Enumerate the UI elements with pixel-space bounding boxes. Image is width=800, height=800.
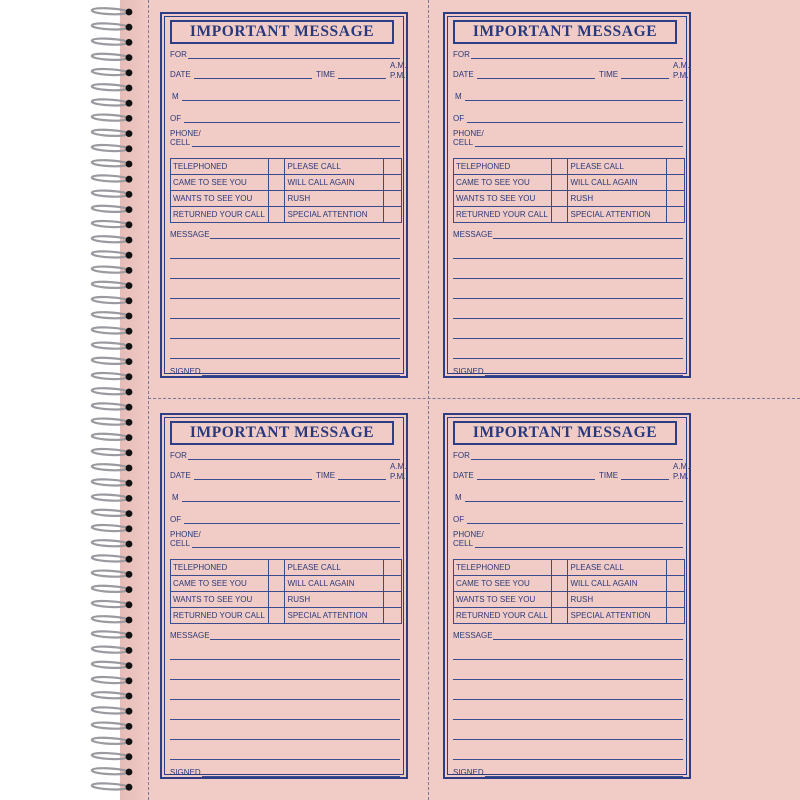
am-label: A.M. [673, 61, 690, 70]
of-label: OF [170, 114, 182, 123]
spiral-coil [92, 723, 133, 730]
spiral-coil [92, 738, 133, 745]
checkbox-cell[interactable] [552, 159, 568, 175]
spiral-coil [92, 312, 133, 319]
message-line[interactable] [170, 298, 400, 299]
phone-label: PHONE/ [453, 530, 484, 539]
check-option-label: WILL CALL AGAIN [285, 576, 383, 592]
spiral-coil [92, 647, 133, 654]
message-label: MESSAGE [170, 230, 210, 239]
spiral-coil [92, 571, 133, 578]
spiral-coil [92, 191, 133, 198]
message-line[interactable] [170, 699, 400, 700]
message-line[interactable] [453, 258, 683, 259]
checkbox-cell[interactable] [383, 592, 401, 608]
message-line[interactable] [453, 278, 683, 279]
checkbox-row [171, 207, 402, 223]
checkbox-table [453, 559, 685, 624]
message-line[interactable] [170, 358, 400, 359]
message-line[interactable] [170, 278, 400, 279]
spiral-coil [92, 510, 133, 517]
time-label: TIME [316, 70, 336, 79]
slip-title-box [170, 421, 394, 445]
for-line[interactable] [188, 58, 400, 59]
cell-label: CELL [170, 138, 191, 147]
check-option-label: PLEASE CALL [285, 560, 383, 576]
message-line[interactable] [170, 759, 400, 760]
spiral-coil [92, 130, 133, 137]
spiral-coil [92, 8, 133, 15]
message-line[interactable] [453, 739, 683, 740]
check-option-label: CAME TO SEE YOU [171, 175, 269, 191]
checkbox-cell[interactable] [666, 592, 684, 608]
check-option-label: CAME TO SEE YOU [171, 576, 269, 592]
checkbox-cell[interactable] [269, 608, 285, 624]
time-line[interactable] [338, 479, 386, 480]
signed-label: SIGNED [170, 768, 201, 777]
checkbox-row [171, 175, 402, 191]
date-label: DATE [453, 471, 474, 480]
message-line[interactable] [170, 739, 400, 740]
spiral-coil [92, 449, 133, 456]
check-option-label: SPECIAL ATTENTION [568, 207, 666, 223]
message-line[interactable] [453, 358, 683, 359]
am-label: A.M. [673, 462, 690, 471]
checkbox-cell[interactable] [269, 175, 285, 191]
checkbox-row [454, 207, 685, 223]
phone-line[interactable] [192, 146, 400, 147]
checkbox-cell[interactable] [383, 159, 401, 175]
am-label: A.M. [390, 462, 407, 471]
pm-label: P.M. [390, 472, 406, 481]
check-option-label: WILL CALL AGAIN [568, 576, 666, 592]
check-option-label: WANTS TO SEE YOU [454, 191, 552, 207]
check-option-label: RETURNED YOUR CALL [454, 608, 552, 624]
spiral-coil [92, 358, 133, 365]
spiral-coil [92, 99, 133, 106]
spiral-coil [92, 373, 133, 380]
message-slip [443, 12, 691, 378]
checkbox-cell[interactable] [383, 175, 401, 191]
check-option-label: SPECIAL ATTENTION [285, 608, 383, 624]
time-line[interactable] [338, 78, 386, 79]
spiral-coil [92, 662, 133, 669]
date-label: DATE [453, 70, 474, 79]
check-option-label: CAME TO SEE YOU [454, 175, 552, 191]
spiral-coil [92, 753, 133, 760]
perforation-left [148, 0, 149, 800]
check-option-label: SPECIAL ATTENTION [568, 608, 666, 624]
message-line[interactable] [170, 679, 400, 680]
check-option-label: WANTS TO SEE YOU [171, 592, 269, 608]
message-label: MESSAGE [453, 230, 493, 239]
m-label: M [172, 493, 179, 502]
date-line[interactable] [194, 78, 312, 79]
time-line[interactable] [621, 479, 669, 480]
checkbox-row [454, 576, 685, 592]
pm-label: P.M. [673, 472, 689, 481]
checkbox-cell[interactable] [666, 207, 684, 223]
check-option-label: SPECIAL ATTENTION [285, 207, 383, 223]
m-line[interactable] [182, 100, 400, 101]
spiral-coil [92, 69, 133, 76]
message-line[interactable] [493, 639, 683, 640]
spiral-coil [92, 145, 133, 152]
of-line[interactable] [184, 122, 400, 123]
signed-line[interactable] [202, 375, 400, 376]
m-line[interactable] [182, 501, 400, 502]
time-label: TIME [599, 70, 619, 79]
check-option-label: TELEPHONED [454, 560, 552, 576]
message-line[interactable] [453, 679, 683, 680]
slip-title: IMPORTANT MESSAGE [472, 23, 658, 40]
check-option-label: RETURNED YOUR CALL [171, 207, 269, 223]
slip-title: IMPORTANT MESSAGE [472, 424, 658, 441]
message-line[interactable] [453, 659, 683, 660]
pm-label: P.M. [673, 71, 689, 80]
message-line[interactable] [453, 719, 683, 720]
message-line[interactable] [453, 759, 683, 760]
spiral-coil [92, 707, 133, 714]
phone-line[interactable] [475, 146, 683, 147]
of-line[interactable] [467, 122, 683, 123]
spiral-coil [92, 297, 133, 304]
spiral-coil [92, 525, 133, 532]
message-slip [160, 12, 408, 378]
cell-label: CELL [453, 539, 474, 548]
signed-line[interactable] [202, 776, 400, 777]
spiral-coil [92, 403, 133, 410]
spiral-coil [92, 327, 133, 334]
message-label: MESSAGE [170, 631, 210, 640]
checkbox-cell[interactable] [269, 592, 285, 608]
checkbox-cell[interactable] [666, 191, 684, 207]
spiral-coil [92, 692, 133, 699]
check-option-label: TELEPHONED [171, 159, 269, 175]
date-line[interactable] [477, 78, 595, 79]
spiral-coil [92, 343, 133, 350]
checkbox-cell[interactable] [269, 560, 285, 576]
phone-label: PHONE/ [170, 129, 201, 138]
checkbox-cell[interactable] [383, 207, 401, 223]
check-option-label: WILL CALL AGAIN [285, 175, 383, 191]
spiral-binding [84, 0, 144, 800]
slip-title-box [453, 20, 677, 44]
checkbox-cell[interactable] [666, 159, 684, 175]
checkbox-cell[interactable] [552, 592, 568, 608]
message-line[interactable] [170, 318, 400, 319]
check-option-label: RETURNED YOUR CALL [171, 608, 269, 624]
checkbox-cell[interactable] [552, 207, 568, 223]
checkbox-cell[interactable] [552, 608, 568, 624]
cell-label: CELL [453, 138, 474, 147]
checkbox-cell[interactable] [383, 191, 401, 207]
spiral-coil [92, 631, 133, 638]
check-option-label: RUSH [568, 592, 666, 608]
of-line[interactable] [467, 523, 683, 524]
for-label: FOR [170, 451, 187, 460]
message-line[interactable] [453, 338, 683, 339]
slip-title-box [170, 20, 394, 44]
check-option-label: RUSH [568, 191, 666, 207]
spiral-coil [92, 236, 133, 243]
spiral-coil [92, 39, 133, 46]
checkbox-cell[interactable] [269, 191, 285, 207]
signed-label: SIGNED [453, 367, 484, 376]
message-label: MESSAGE [453, 631, 493, 640]
m-label: M [455, 493, 462, 502]
for-label: FOR [170, 50, 187, 59]
pm-label: P.M. [390, 71, 406, 80]
checkbox-row [171, 608, 402, 624]
checkbox-cell[interactable] [269, 207, 285, 223]
checkbox-cell[interactable] [383, 576, 401, 592]
check-option-label: PLEASE CALL [285, 159, 383, 175]
spiral-coil [92, 783, 133, 790]
spiral-coil [92, 54, 133, 61]
check-option-label: RETURNED YOUR CALL [454, 207, 552, 223]
date-line[interactable] [477, 479, 595, 480]
spiral-coil [92, 206, 133, 213]
spiral-coil [92, 495, 133, 502]
spiral-coil [92, 479, 133, 486]
message-slip [443, 413, 691, 779]
checkbox-row [454, 592, 685, 608]
spiral-coil [92, 677, 133, 684]
message-line[interactable] [210, 639, 400, 640]
m-label: M [172, 92, 179, 101]
for-line[interactable] [188, 459, 400, 460]
cell-label: CELL [170, 539, 191, 548]
checkbox-cell[interactable] [666, 560, 684, 576]
time-line[interactable] [621, 78, 669, 79]
perforation-horizontal [148, 398, 800, 399]
signed-label: SIGNED [170, 367, 201, 376]
for-line[interactable] [471, 58, 683, 59]
spiral-coil [92, 84, 133, 91]
message-line[interactable] [453, 699, 683, 700]
spiral-coil [92, 221, 133, 228]
of-label: OF [453, 515, 465, 524]
date-label: DATE [170, 471, 191, 480]
for-label: FOR [453, 451, 470, 460]
checkbox-cell[interactable] [552, 576, 568, 592]
phone-line[interactable] [192, 547, 400, 548]
slip-title-box [453, 421, 677, 445]
signed-line[interactable] [485, 375, 683, 376]
phone-label: PHONE/ [170, 530, 201, 539]
check-option-label: PLEASE CALL [568, 560, 666, 576]
check-option-label: RUSH [285, 191, 383, 207]
checkbox-cell[interactable] [666, 576, 684, 592]
checkbox-row [171, 560, 402, 576]
date-line[interactable] [194, 479, 312, 480]
phone-line[interactable] [475, 547, 683, 548]
spiral-coil [92, 434, 133, 441]
checkbox-cell[interactable] [666, 175, 684, 191]
spiral-coil [92, 601, 133, 608]
checkbox-row [171, 592, 402, 608]
checkbox-cell[interactable] [666, 608, 684, 624]
checkbox-row [454, 608, 685, 624]
checkbox-row [454, 560, 685, 576]
checkbox-row [171, 576, 402, 592]
checkbox-cell[interactable] [552, 191, 568, 207]
message-line[interactable] [493, 238, 683, 239]
message-line[interactable] [210, 238, 400, 239]
spiral-coil [92, 616, 133, 623]
m-line[interactable] [465, 100, 683, 101]
checkbox-row [454, 175, 685, 191]
date-label: DATE [170, 70, 191, 79]
check-option-label: WANTS TO SEE YOU [454, 592, 552, 608]
m-label: M [455, 92, 462, 101]
checkbox-cell[interactable] [269, 576, 285, 592]
spiral-coil [92, 160, 133, 167]
check-option-label: WANTS TO SEE YOU [171, 191, 269, 207]
check-option-label: CAME TO SEE YOU [454, 576, 552, 592]
spiral-coil [92, 115, 133, 122]
checkbox-table [453, 158, 685, 223]
check-option-label: TELEPHONED [171, 560, 269, 576]
spiral-coil [92, 464, 133, 471]
checkbox-row [454, 191, 685, 207]
for-label: FOR [453, 50, 470, 59]
checkbox-row [171, 191, 402, 207]
of-line[interactable] [184, 523, 400, 524]
checkbox-cell[interactable] [383, 608, 401, 624]
for-line[interactable] [471, 459, 683, 460]
of-label: OF [170, 515, 182, 524]
spiral-coil [92, 388, 133, 395]
of-label: OF [453, 114, 465, 123]
signed-label: SIGNED [453, 768, 484, 777]
check-option-label: TELEPHONED [454, 159, 552, 175]
spiral-coil [92, 282, 133, 289]
message-line[interactable] [170, 338, 400, 339]
spiral-coil [92, 768, 133, 775]
checkbox-row [171, 159, 402, 175]
spiral-coil [92, 555, 133, 562]
spiral-coil [92, 586, 133, 593]
checkbox-cell[interactable] [269, 159, 285, 175]
spiral-coil [92, 23, 133, 30]
checkbox-table [170, 559, 402, 624]
message-line[interactable] [170, 258, 400, 259]
perforation-vertical [428, 0, 429, 800]
slip-title: IMPORTANT MESSAGE [189, 23, 375, 40]
spiral-coil [92, 251, 133, 258]
message-line[interactable] [453, 318, 683, 319]
time-label: TIME [316, 471, 336, 480]
m-line[interactable] [465, 501, 683, 502]
time-label: TIME [599, 471, 619, 480]
message-line[interactable] [170, 719, 400, 720]
phone-label: PHONE/ [453, 129, 484, 138]
checkbox-cell[interactable] [552, 175, 568, 191]
check-option-label: RUSH [285, 592, 383, 608]
signed-line[interactable] [485, 776, 683, 777]
spiral-coil [92, 540, 133, 547]
spiral-coil [92, 419, 133, 426]
check-option-label: WILL CALL AGAIN [568, 175, 666, 191]
spiral-coil [92, 267, 133, 274]
checkbox-row [454, 159, 685, 175]
checkbox-cell[interactable] [552, 560, 568, 576]
message-line[interactable] [453, 298, 683, 299]
slip-title: IMPORTANT MESSAGE [189, 424, 375, 441]
checkbox-table [170, 158, 402, 223]
am-label: A.M. [390, 61, 407, 70]
message-slip [160, 413, 408, 779]
spiral-coil [92, 175, 133, 182]
checkbox-cell[interactable] [383, 560, 401, 576]
check-option-label: PLEASE CALL [568, 159, 666, 175]
message-line[interactable] [170, 659, 400, 660]
